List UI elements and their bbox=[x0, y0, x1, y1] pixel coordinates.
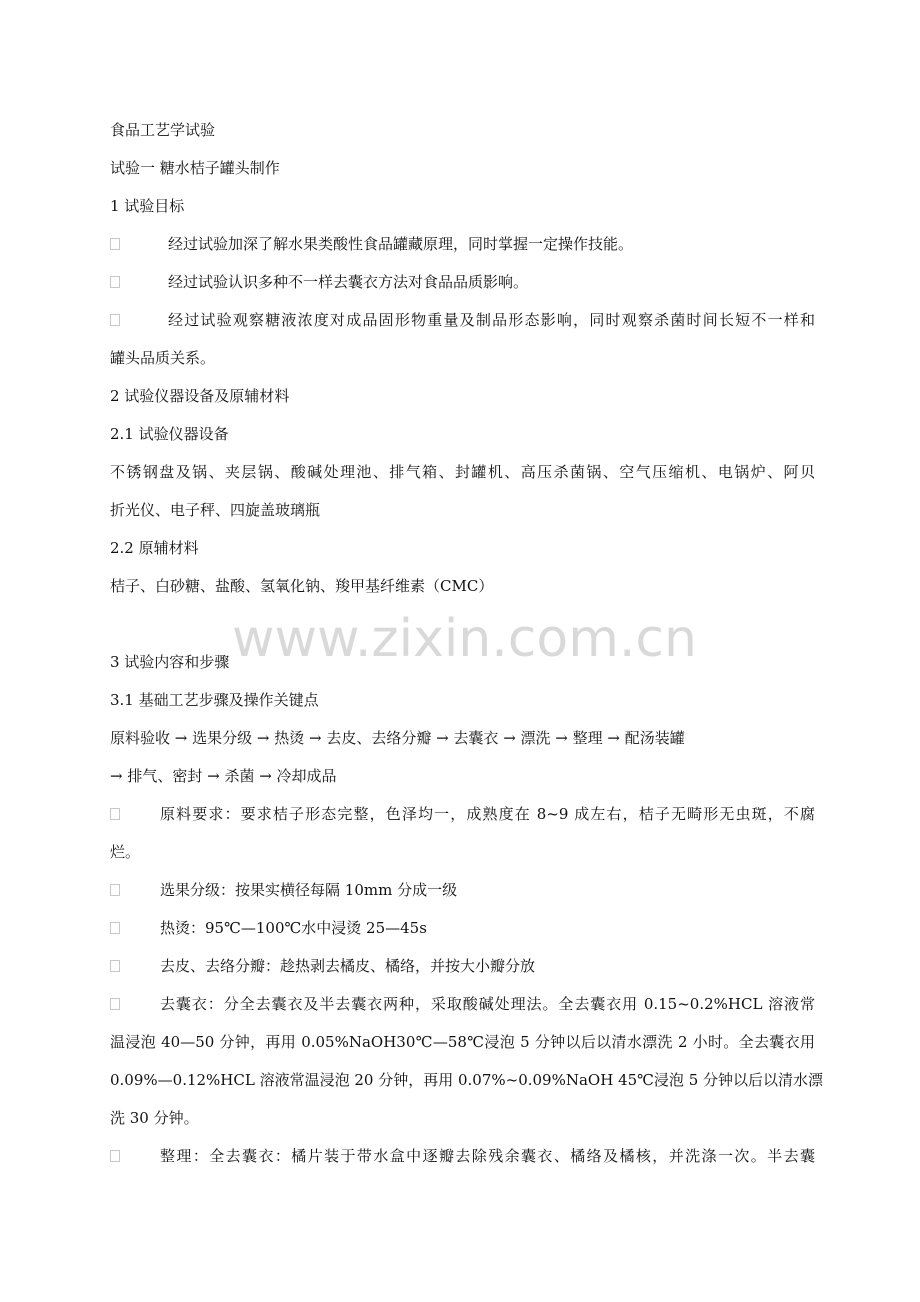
experiment-title: 试验一 糖水桔子罐头制作 bbox=[110, 159, 280, 177]
watermark: www.zixin.com.cn bbox=[232, 609, 697, 669]
goal-text-3: 经过试验观察糖液浓度对成品固形物重量及制品形态影响，同时观察杀菌时间长短不一样和 bbox=[168, 311, 815, 329]
subsection-2-2: 2.2 原辅材料 bbox=[110, 539, 199, 557]
step-item-1 bbox=[110, 804, 815, 824]
goal-item-1 bbox=[110, 234, 815, 254]
process-flow-line-2: → 排气、密封 → 杀菌 → 冷却成品 bbox=[110, 767, 337, 785]
step-item-6 bbox=[110, 1146, 815, 1166]
bullet-box-icon bbox=[110, 808, 120, 820]
process-flow-line-1: 原料验收 → 选果分级 → 热烫 → 去皮、去络分瓣 → 去囊衣 → 漂洗 → 整理 → 配汤装罐 bbox=[110, 729, 685, 747]
subsection-2-1: 2.1 试验仪器设备 bbox=[110, 425, 229, 443]
step-item-3 bbox=[110, 918, 815, 938]
section-heading-1: 1 试验目标 bbox=[110, 197, 185, 215]
step-text-5-line-3: 0.09%—0.12%HCL 溶液常温浸泡 20 分钟，再用 0.07%~0.09%NaOH 45℃浸泡 5 分钟以后以清水漂 bbox=[110, 1071, 824, 1089]
bullet-box-icon bbox=[110, 922, 120, 934]
doc-title: 食品工艺学试验 bbox=[110, 121, 216, 139]
step-text-1: 原料要求：要求桔子形态完整，色泽均一，成熟度在 8~9 成左右，桔子无畸形无虫斑，不腐 bbox=[160, 805, 815, 823]
bullet-box-icon bbox=[110, 960, 120, 972]
bullet-box-icon bbox=[110, 998, 120, 1010]
step-text-2: 选果分级：按果实横径每隔 10mm 分成一级 bbox=[160, 881, 458, 899]
subsection-3-1: 3.1 基础工艺步骤及操作关键点 bbox=[110, 691, 319, 709]
equipment-line-2: 折光仪、电子秤、四旋盖玻璃瓶 bbox=[110, 501, 321, 519]
goal-text-1: 经过试验加深了解水果类酸性食品罐藏原理，同时掌握一定操作技能。 bbox=[168, 235, 634, 253]
step-item-2 bbox=[110, 880, 815, 900]
step-text-5-line-2: 温浸泡 40—50 分钟，再用 0.05%NaOH30℃—58℃浸泡 5 分钟以后以清水漂洗 2 小时。全去囊衣用 bbox=[110, 1033, 815, 1051]
step-text-1-cont: 烂。 bbox=[110, 843, 141, 861]
section-heading-2: 2 试验仪器设备及原辅材料 bbox=[110, 387, 290, 405]
goal-item-3 bbox=[110, 310, 815, 330]
goal-text-2: 经过试验认识多种不一样去囊衣方法对食品品质影响。 bbox=[168, 273, 529, 291]
bullet-box-icon bbox=[110, 884, 120, 896]
step-text-5: 去囊衣：分全去囊衣及半去囊衣两种，采取酸碱处理法。全去囊衣用 0.15~0.2%HCL 溶液常 bbox=[160, 995, 815, 1013]
materials-line: 桔子、白砂糖、盐酸、氢氧化钠、羧甲基纤维素（CMC） bbox=[110, 577, 494, 595]
goal-item-2 bbox=[110, 272, 815, 292]
step-text-5-line-4: 洗 30 分钟。 bbox=[110, 1109, 199, 1127]
step-item-4 bbox=[110, 956, 815, 976]
section-heading-3: 3 试验内容和步骤 bbox=[110, 653, 230, 671]
step-text-3: 热烫：95℃—100℃水中浸烫 25—45s bbox=[160, 919, 427, 937]
step-item-5 bbox=[110, 994, 815, 1014]
bullet-box-icon bbox=[110, 314, 120, 326]
bullet-box-icon bbox=[110, 1150, 120, 1162]
step-text-6: 整理：全去囊衣：橘片装于带水盒中逐瓣去除残余囊衣、橘络及橘核，并洗涤一次。半去囊 bbox=[160, 1147, 815, 1165]
goal-text-3-cont: 罐头品质关系。 bbox=[110, 349, 216, 367]
step-text-4: 去皮、去络分瓣：趁热剥去橘皮、橘络，并按大小瓣分放 bbox=[160, 957, 536, 975]
equipment-line-1: 不锈钢盘及锅、夹层锅、酸碱处理池、排气箱、封罐机、高压杀菌锅、空气压缩机、电锅炉、阿贝 bbox=[110, 463, 815, 481]
bullet-box-icon bbox=[110, 238, 120, 250]
bullet-box-icon bbox=[110, 276, 120, 288]
